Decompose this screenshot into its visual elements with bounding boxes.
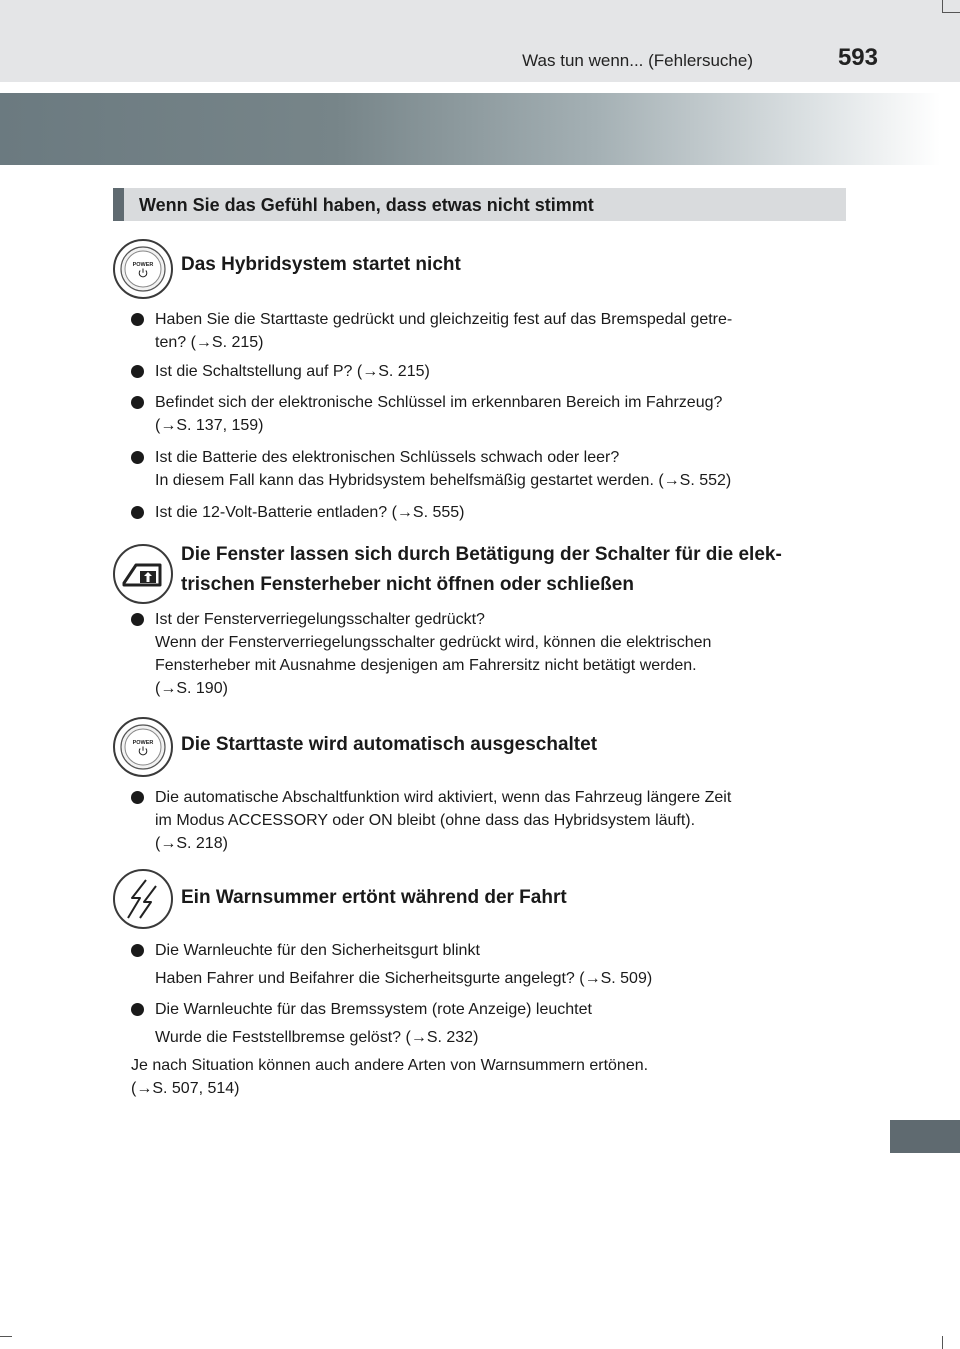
heading-hybrid-start: Das Hybridsystem startet nicht [181,254,461,275]
bullet-icon [131,613,144,626]
page-number: 593 [837,44,878,71]
power-label: POWER [132,740,154,746]
heading-power-windows: Die Fenster lassen sich durch Betätigung der Schalter für die elek- trischen Fensterheber nicht öffnen oder schließen [181,544,782,595]
crop-mark [0,1336,12,1337]
bullet-icon [131,791,144,804]
power-button-icon [113,717,173,777]
crop-mark [942,1336,943,1349]
crop-mark [942,0,943,12]
bullet-icon [131,451,144,464]
crop-mark [942,12,960,13]
bullet-icon [131,506,144,519]
chapter-tab [890,1120,960,1153]
bullet-icon [131,365,144,378]
bullet-icon [131,313,144,326]
header-bar [0,0,960,82]
warning-buzzer-icon [113,869,173,929]
bullet-icon [131,1003,144,1016]
chapter-band [0,93,960,165]
power-button-icon [113,239,173,299]
bullet-icon [131,944,144,957]
note-paragraph: Je nach Situation können auch andere Arten von Warnsummern ertönen. (→S. 507, 514) [131,1057,649,1097]
heading-warning-buzzer: Ein Warnsummer ertönt während der Fahrt [181,887,567,908]
power-label: POWER [132,262,154,268]
header-title: Was tun wenn... (Fehlersuche) [522,51,753,70]
bullet-icon [131,396,144,409]
section-header [113,188,846,221]
section-title: Wenn Sie das Gefühl haben, dass etwas nicht stimmt [139,195,594,215]
power-window-icon [113,544,173,604]
heading-auto-off: Die Starttaste wird automatisch ausgeschaltet [181,734,598,755]
